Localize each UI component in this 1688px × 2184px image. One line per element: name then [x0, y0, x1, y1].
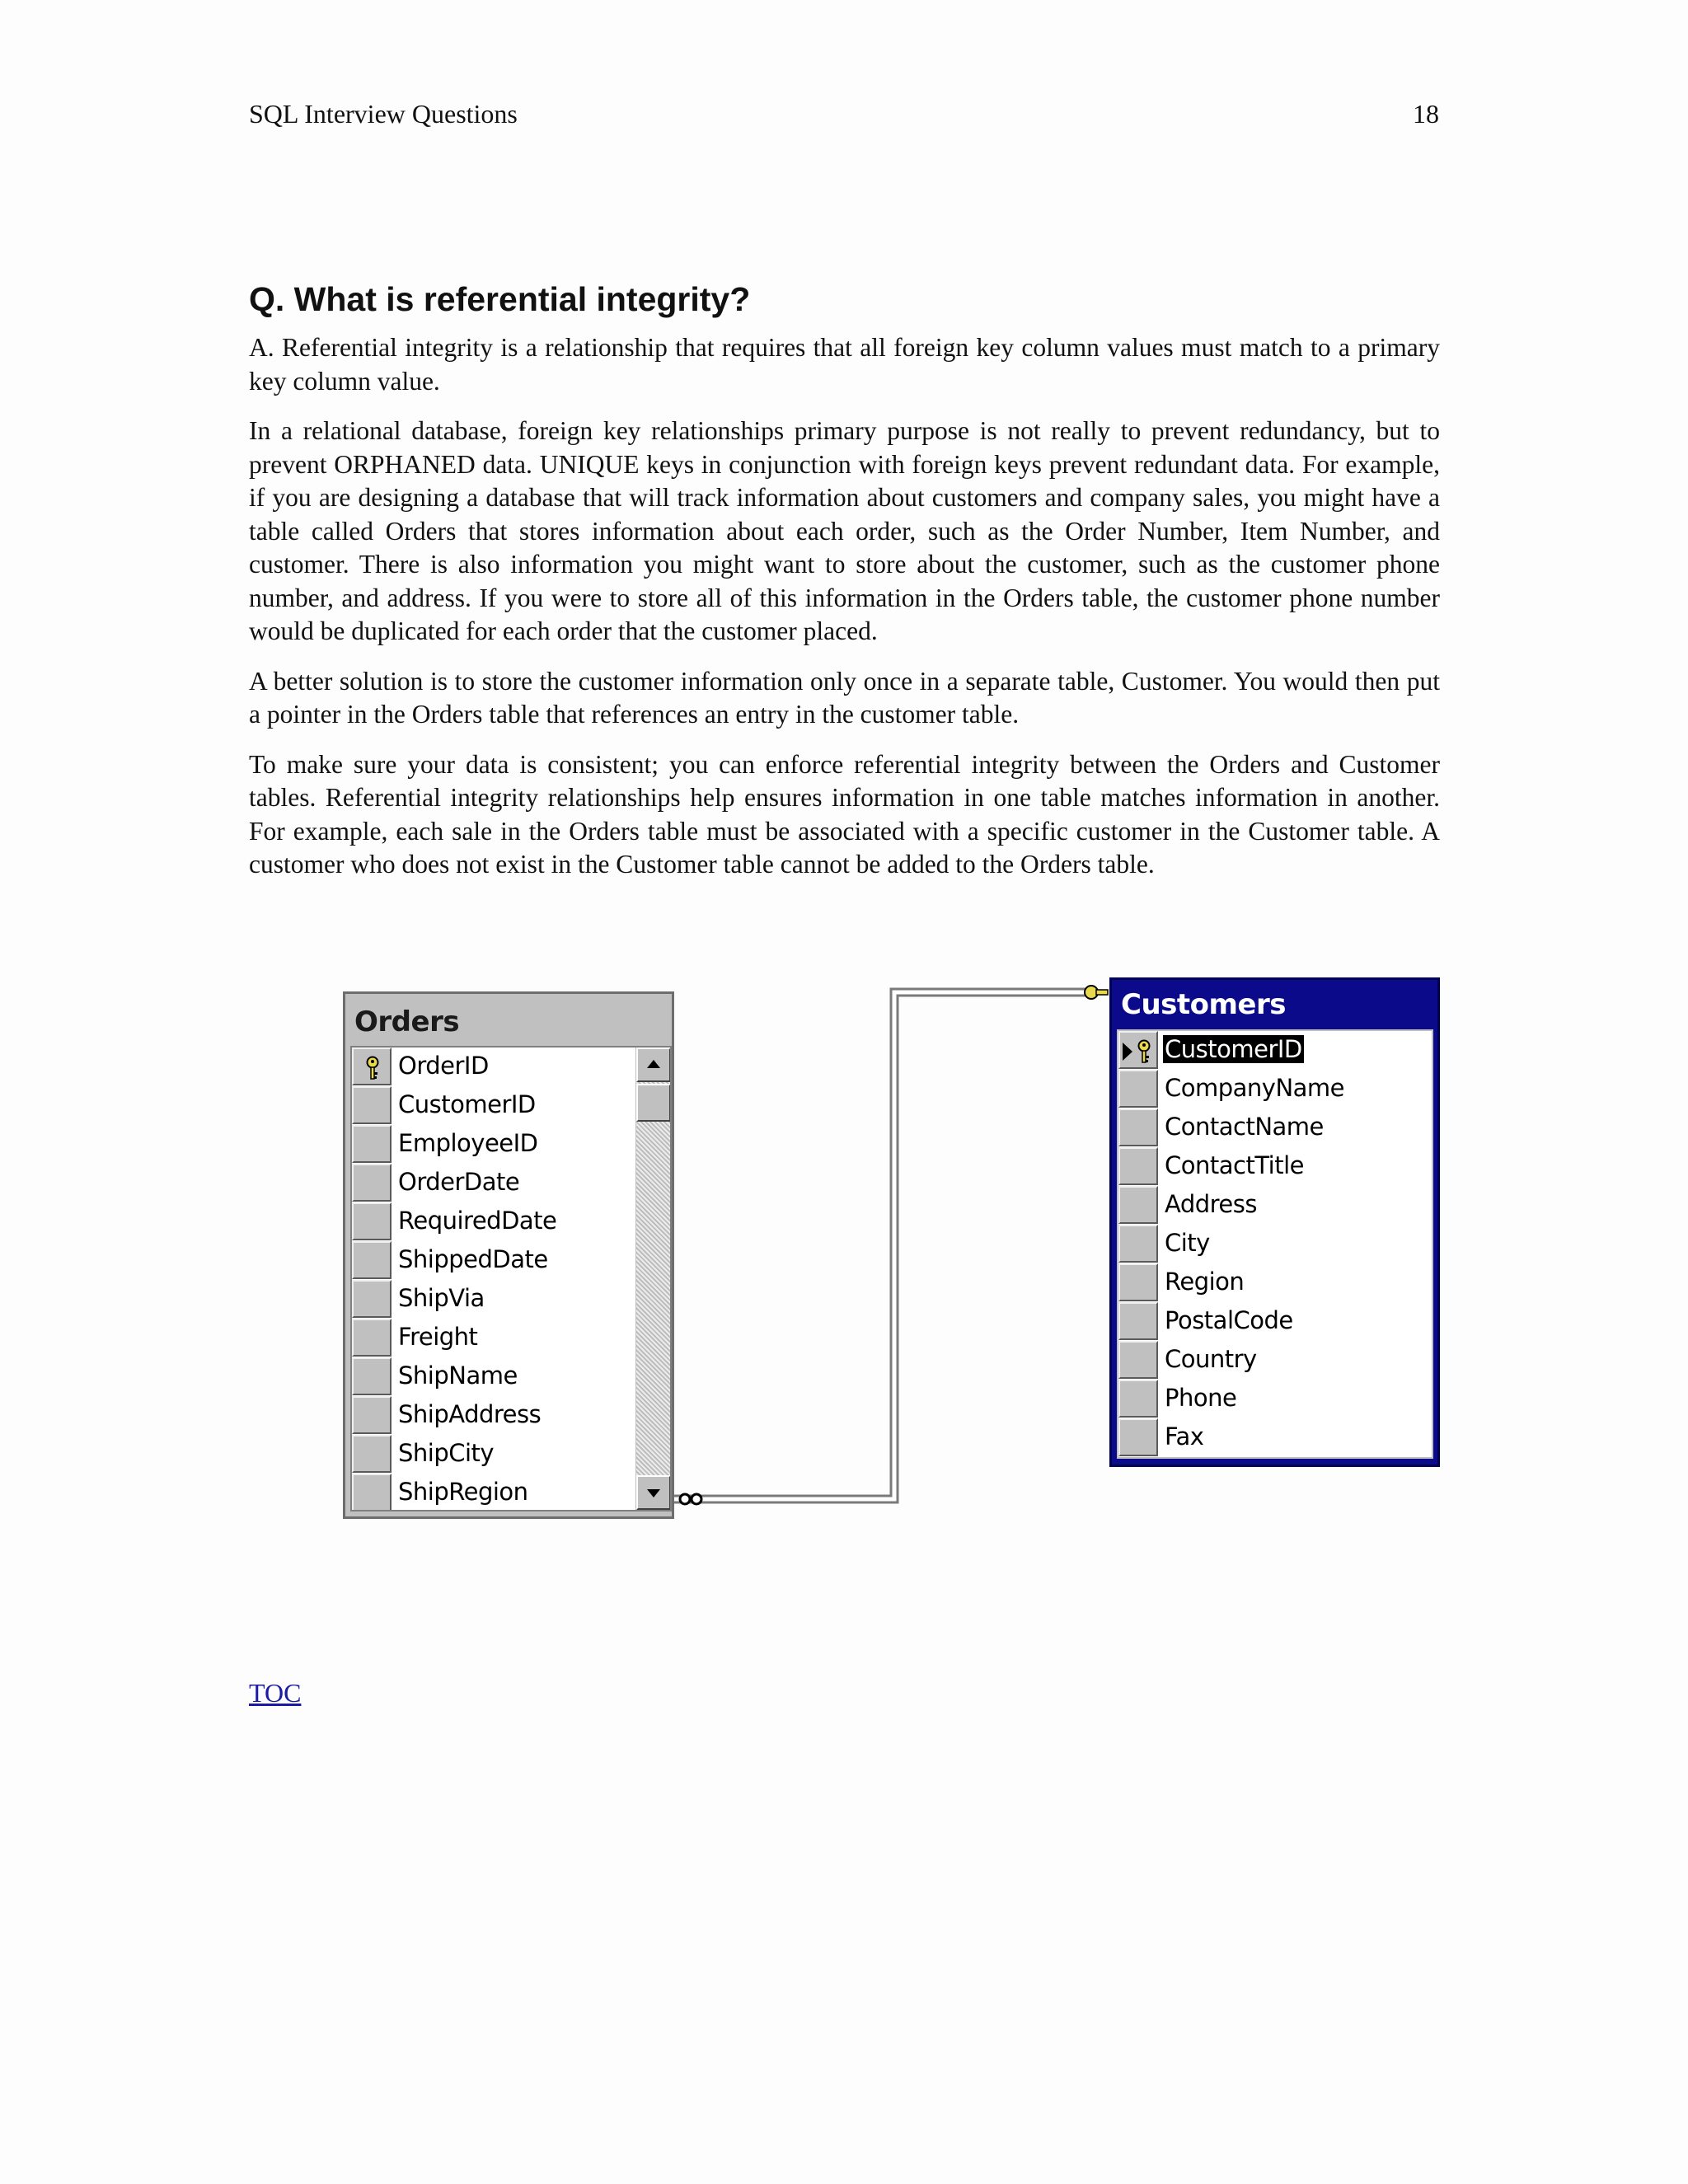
row-selector[interactable]	[1118, 1341, 1158, 1379]
field-name: RequiredDate	[398, 1207, 557, 1235]
row-selector[interactable]	[352, 1319, 392, 1357]
field-row[interactable]	[1118, 1108, 1432, 1147]
paragraph: A better solution is to store the customer information only once in a separate table, Customer. You would then put a pointer in the Orders table that references an entry in the customer table.	[249, 666, 1440, 729]
paragraph: In a relational database, foreign key relationships primary purpose is not really to prevent redundancy, but to prevent ORPHANED data. UNIQUE keys in conjunction with foreign keys prevent redundant data. For example, if you are designing a database that will track information about customers and company sales, you might have a table called Orders that stores information about each order, such as the Order Number, Item Number, and customer. There is also information you might want to store about the customer, such as the customer phone number, and address. If you were to store all of this information in the Orders table, the customer phone number would be duplicated for each order that the customer placed.	[249, 416, 1440, 645]
field-row[interactable]	[352, 1280, 670, 1319]
field-name: Fax	[1165, 1422, 1204, 1451]
field-row[interactable]	[352, 1241, 670, 1280]
field-name: Region	[1165, 1268, 1245, 1296]
scroll-thumb[interactable]	[636, 1084, 671, 1122]
page-number: 18	[1413, 99, 1439, 129]
field-name: CompanyName	[1165, 1074, 1345, 1102]
field-row[interactable]	[352, 1474, 670, 1511]
row-selector[interactable]	[1118, 1263, 1158, 1301]
field-name: ShipName	[398, 1361, 518, 1390]
field-name: Freight	[398, 1323, 478, 1351]
key-end-icon	[1085, 986, 1108, 999]
field-row[interactable]	[352, 1357, 670, 1396]
customers-table[interactable]	[1109, 977, 1440, 1467]
field-name: ShipCity	[398, 1439, 495, 1467]
field-row[interactable]	[352, 1047, 670, 1086]
orders-table[interactable]	[343, 991, 674, 1519]
infinity-end-icon	[680, 1494, 701, 1504]
field-row[interactable]	[1118, 1418, 1432, 1457]
row-selector[interactable]	[352, 1435, 392, 1473]
toc-link[interactable]: TOC	[249, 1678, 302, 1708]
field-row[interactable]	[1118, 1263, 1432, 1302]
field-row[interactable]	[352, 1125, 670, 1164]
answer-body	[249, 331, 1440, 898]
row-selector[interactable]	[352, 1396, 392, 1434]
field-row[interactable]	[352, 1396, 670, 1435]
field-row[interactable]	[352, 1164, 670, 1202]
paragraph: A. Referential integrity is a relationship that requires that all foreign key column values must match to a primary key column value.	[249, 333, 1440, 396]
doc-title: SQL Interview Questions	[249, 99, 518, 129]
row-selector[interactable]	[352, 1474, 392, 1511]
field-name: OrderID	[398, 1052, 489, 1080]
field-name: ContactTitle	[1165, 1151, 1304, 1179]
arrow-up-icon	[647, 1060, 660, 1068]
question-title: Q. What is referential integrity?	[249, 280, 751, 318]
customers-table-title: Customers	[1121, 988, 1286, 1021]
field-row[interactable]	[1118, 1147, 1432, 1186]
field-name: EmployeeID	[398, 1129, 538, 1157]
row-selector[interactable]	[1118, 1418, 1158, 1456]
field-name: ShipAddress	[398, 1400, 542, 1428]
field-row[interactable]	[1118, 1302, 1432, 1341]
row-selector[interactable]	[352, 1047, 392, 1085]
field-row[interactable]	[1118, 1225, 1432, 1263]
field-name: PostalCode	[1165, 1306, 1293, 1334]
field-row[interactable]	[1118, 1380, 1432, 1418]
field-row[interactable]	[1118, 1186, 1432, 1225]
field-row[interactable]	[352, 1086, 670, 1125]
field-row[interactable]	[352, 1202, 670, 1241]
row-selector[interactable]	[352, 1125, 392, 1163]
arrow-down-icon	[647, 1489, 660, 1497]
primary-key-icon	[1137, 1039, 1151, 1064]
row-selector[interactable]	[1118, 1186, 1158, 1224]
row-selector[interactable]	[1118, 1147, 1158, 1185]
row-selector[interactable]	[352, 1086, 392, 1124]
row-selector[interactable]	[1118, 1225, 1158, 1263]
row-selector[interactable]	[352, 1164, 392, 1202]
row-selector[interactable]	[1118, 1031, 1158, 1069]
field-name: ShippedDate	[398, 1245, 548, 1273]
field-name: ShipVia	[398, 1284, 485, 1312]
row-selector[interactable]	[1118, 1108, 1158, 1146]
row-selector[interactable]	[352, 1202, 392, 1240]
field-name: ContactName	[1165, 1113, 1324, 1141]
field-name: CustomerID	[398, 1090, 536, 1118]
field-name-selected: CustomerID	[1165, 1035, 1302, 1063]
row-selector[interactable]	[352, 1241, 392, 1279]
row-selector[interactable]	[1118, 1070, 1158, 1108]
row-selector[interactable]	[1118, 1302, 1158, 1340]
field-row[interactable]	[1118, 1070, 1432, 1108]
scroll-down-button[interactable]	[636, 1475, 671, 1510]
field-row[interactable]	[1118, 1341, 1432, 1380]
vertical-scrollbar[interactable]	[635, 1047, 670, 1510]
primary-key-icon	[365, 1056, 380, 1080]
field-row[interactable]	[1118, 1031, 1432, 1070]
field-name: Phone	[1165, 1384, 1237, 1412]
field-row[interactable]	[352, 1319, 670, 1357]
field-name: City	[1165, 1229, 1210, 1257]
row-selector[interactable]	[1118, 1380, 1158, 1418]
field-name: OrderDate	[398, 1168, 520, 1196]
customers-field-grid	[1117, 1029, 1433, 1459]
row-selector[interactable]	[352, 1280, 392, 1318]
row-selector[interactable]	[352, 1357, 392, 1395]
field-name: ShipRegion	[398, 1478, 528, 1506]
orders-field-grid	[350, 1046, 672, 1511]
field-name: Address	[1165, 1190, 1257, 1218]
field-row[interactable]	[352, 1435, 670, 1474]
paragraph: To make sure your data is consistent; you can enforce referential integrity between the Orders and Customer tables. Referential integrity relationships help ensures information in one table matches information in another. For example, each sale in the Orders table must be associated with a specific customer in the Customer table. A customer who does not exist in the Customer table cannot be added to the Orders table.	[249, 749, 1440, 879]
current-row-arrow-icon	[1123, 1043, 1132, 1061]
orders-table-title: Orders	[354, 1005, 460, 1038]
field-name: Country	[1165, 1345, 1257, 1373]
scroll-up-button[interactable]	[636, 1047, 671, 1082]
